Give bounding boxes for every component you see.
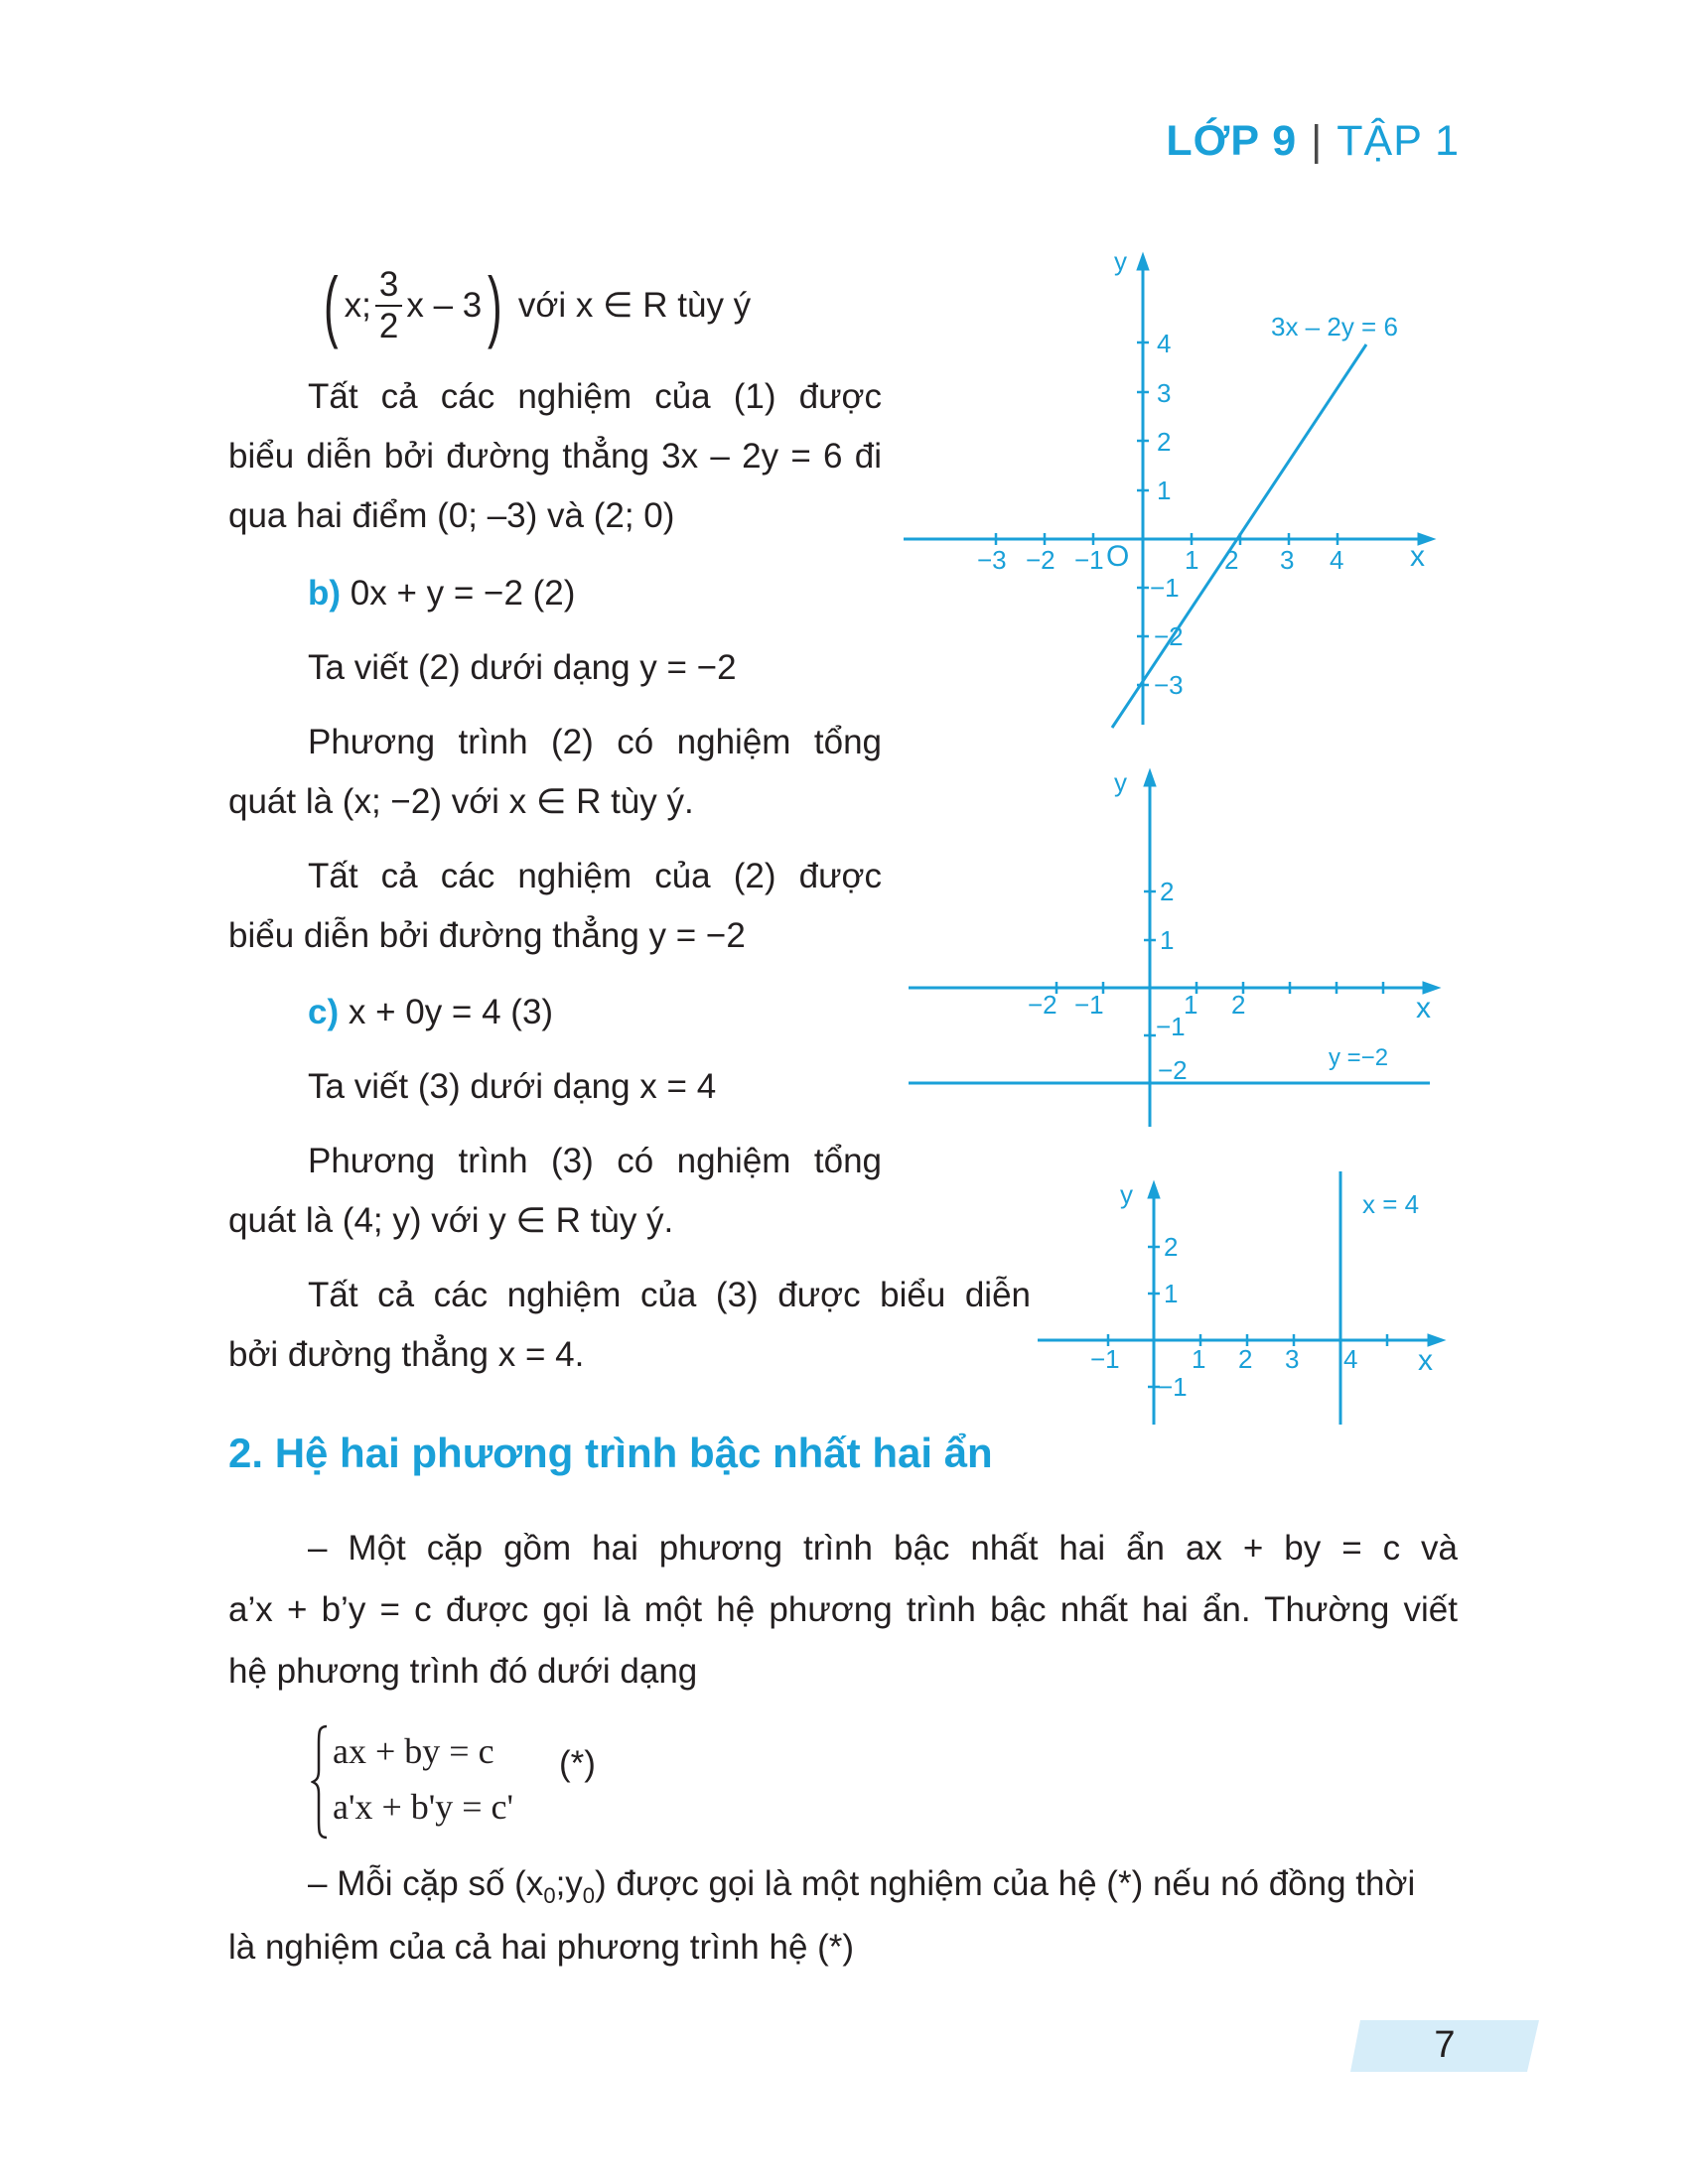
fraction-denominator: 2 xyxy=(378,307,399,345)
graph1-y-tick: 4 xyxy=(1157,329,1172,358)
graph3-x-label: x xyxy=(1418,1344,1433,1377)
graph3-y-arrow xyxy=(1148,1181,1160,1198)
graph3-line-label: x = 4 xyxy=(1362,1189,1420,1219)
part-b-equation-line xyxy=(308,564,575,623)
graph1-y-label: y xyxy=(1114,246,1127,276)
graph2-y-tick: −2 xyxy=(1158,1055,1188,1085)
graph1-y-tick: 1 xyxy=(1157,476,1172,505)
part-b-para2-line2: biểu diễn bởi đường thẳng y = −2 xyxy=(228,916,746,955)
para2-text-c: ) được gọi là một nghiệm của hệ (*) nếu nó đồng thời xyxy=(595,1864,1416,1903)
system-equation-2: a'x + b'y = c' xyxy=(333,1787,514,1827)
part-b-label: b) xyxy=(308,574,342,613)
graph1-x-tick: −3 xyxy=(977,545,1007,575)
graph2-y-tick: 2 xyxy=(1160,877,1175,906)
graph2-y-tick: −1 xyxy=(1156,1012,1186,1041)
graph3-x-tick: −1 xyxy=(1090,1344,1120,1374)
graph2-x-tick: −1 xyxy=(1074,990,1104,1020)
system-mark: (*) xyxy=(559,1744,596,1783)
left-brace xyxy=(311,1722,329,1842)
part-c-para1-line1: Phương trình (3) có nghiệm tổng xyxy=(308,1142,882,1180)
right-paren: ) xyxy=(488,261,502,349)
header-volume: TẬP 1 xyxy=(1336,117,1460,165)
part-a-line1: Tất cả các nghiệm của (1) được xyxy=(308,377,882,416)
header-grade: LỚP 9 xyxy=(1166,117,1298,165)
graph1-line-label: 3x – 2y = 6 xyxy=(1271,312,1398,341)
graph1-x-tick: −2 xyxy=(1026,545,1055,575)
graph1-x-tick: 1 xyxy=(1185,545,1199,575)
part-c-para1-line2: quát là (4; y) với y ∈ R tùy ý. xyxy=(228,1201,674,1240)
part-b-equation: 0x + y = −2 (2) xyxy=(350,574,576,613)
section2-para1-line1: – Một cặp gồm hai phương trình bậc nhất hai ẩn ax + by = c và xyxy=(308,1529,1458,1568)
graph1-x-tick: 4 xyxy=(1330,545,1344,575)
graph3-y-tick: 1 xyxy=(1164,1279,1179,1308)
section2-para1-line2: a’x + b’y = c được gọi là một hệ phương trình bậc nhất hai ẩn. Thường viết xyxy=(228,1590,1458,1629)
part-c-label: c) xyxy=(308,993,340,1031)
page-number-tab xyxy=(1350,2020,1539,2072)
header-separator: | xyxy=(1311,117,1324,165)
graph2-x-tick: 2 xyxy=(1231,990,1246,1020)
section2-para2-line1 xyxy=(308,1854,1415,1926)
graph2-y-arrow xyxy=(1144,769,1156,786)
part-b-para1-line2: quát là (x; −2) với x ∈ R tùy ý. xyxy=(228,782,694,821)
graph1-y-tick: −3 xyxy=(1154,670,1184,700)
graph2-x-tick: −2 xyxy=(1028,990,1057,1020)
section2-para2-line2: là nghiệm của cả hai phương trình hệ (*) xyxy=(228,1928,855,1967)
part-a-line3: qua hai điểm (0; –3) và (2; 0) xyxy=(228,496,675,535)
solution-prefix: x; xyxy=(344,286,371,325)
graph3-y-label: y xyxy=(1120,1179,1133,1209)
section-heading: 2. Hệ hai phương trình bậc nhất hai ẩn xyxy=(228,1430,993,1476)
graph1-origin-label: O xyxy=(1106,540,1130,573)
graph2-x-label: x xyxy=(1416,992,1431,1024)
graph1-x-tick: 2 xyxy=(1224,545,1239,575)
part-b-para1-line1: Phương trình (2) có nghiệm tổng xyxy=(308,723,882,761)
graph-line-3x-2y-6 xyxy=(894,238,1450,735)
part-c-para2-line2: bởi đường thẳng x = 4. xyxy=(228,1335,585,1374)
graph1-x-tick: 3 xyxy=(1280,545,1295,575)
graph3-y-tick: −1 xyxy=(1158,1372,1188,1402)
part-c-para2-line1: Tất cả các nghiệm của (3) được biểu diễn xyxy=(308,1276,1031,1314)
graph1-y-tick: 2 xyxy=(1157,427,1172,457)
graph1-line xyxy=(1112,344,1366,728)
graph1-y-arrow xyxy=(1137,253,1149,270)
graph-line-y-minus-2 xyxy=(894,750,1450,1147)
part-c-equation-line xyxy=(308,983,553,1042)
graph1-x-tick: −1 xyxy=(1074,545,1104,575)
part-b-rewrite: Ta viết (2) dưới dạng y = −2 xyxy=(308,648,737,687)
graph3-x-tick: 3 xyxy=(1285,1344,1300,1374)
para2-text-a: – Mỗi cặp số (x xyxy=(308,1864,544,1903)
graph3-x-tick: 2 xyxy=(1238,1344,1253,1374)
general-solution-expression xyxy=(318,256,751,355)
section2-para1-line3: hệ phương trình đó dưới dạng xyxy=(228,1652,698,1691)
graph1-y-tick: 3 xyxy=(1157,378,1172,408)
graph-line-x-4 xyxy=(1023,1152,1460,1449)
graph3-x-tick: 1 xyxy=(1192,1344,1206,1374)
graph2-x-tick: 1 xyxy=(1184,990,1198,1020)
part-a-line2: biểu diễn bởi đường thẳng 3x – 2y = 6 đi xyxy=(228,437,882,476)
graph2-y-tick: 1 xyxy=(1160,925,1175,955)
left-paren: ( xyxy=(323,261,339,349)
graph2-y-label: y xyxy=(1114,767,1127,797)
fraction-numerator: 3 xyxy=(375,265,402,307)
para2-subscript-y: 0 xyxy=(582,1883,596,1908)
system-equation-1: ax + by = c xyxy=(333,1731,494,1771)
solution-suffix: x – 3 xyxy=(406,286,483,325)
solution-condition: với x ∈ R tùy ý xyxy=(517,286,752,325)
page-header xyxy=(1166,117,1460,166)
part-b-para2-line1: Tất cả các nghiệm của (2) được xyxy=(308,857,882,895)
part-c-equation: x + 0y = 4 (3) xyxy=(348,993,554,1031)
para2-text-b: ;y xyxy=(555,1864,583,1903)
part-c-rewrite: Ta viết (3) dưới dạng x = 4 xyxy=(308,1067,717,1106)
fraction xyxy=(375,265,402,346)
page-number: 7 xyxy=(1434,2024,1456,2066)
graph2-line-label: y =−2 xyxy=(1329,1044,1389,1071)
graph1-y-tick: −1 xyxy=(1150,573,1180,603)
graph1-x-label: x xyxy=(1410,540,1425,573)
para2-subscript-x: 0 xyxy=(543,1883,556,1908)
graph3-y-tick: 2 xyxy=(1164,1232,1179,1262)
graph3-x-tick: 4 xyxy=(1343,1344,1358,1374)
graph1-y-tick: −2 xyxy=(1154,621,1184,651)
